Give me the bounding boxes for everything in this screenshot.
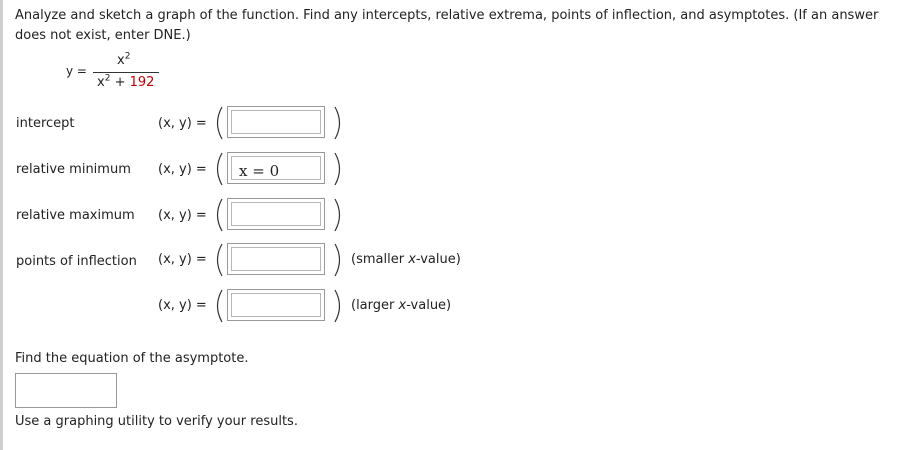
- intercept-xy-label: (x, y) =: [158, 116, 207, 131]
- question-line-2: does not exist, enter DNE.): [15, 28, 191, 43]
- question-line-1: Analyze and sketch a graph of the function. Find any intercepts, relative extrema, points of inflection, and asymptotes. (If an answer: [15, 8, 879, 23]
- equation-denominator: $x^2 + 192$: [97, 73, 155, 90]
- fraction-bar: [93, 72, 159, 73]
- relative-maximum-label: relative maximum: [16, 208, 135, 223]
- relative-minimum-value: x = 0: [239, 162, 280, 180]
- inflection-larger-answer-input[interactable]: [227, 289, 325, 321]
- equation-lhs: y =: [66, 64, 87, 78]
- close-paren: [333, 289, 345, 323]
- smaller-x-value-note: (smaller x-value): [351, 252, 461, 267]
- open-paren: [212, 152, 224, 186]
- relative-maximum-answer-input[interactable]: [227, 198, 325, 230]
- left-border: [0, 0, 3, 450]
- inflection-2-xy-label: (x, y) =: [158, 298, 207, 313]
- open-paren: [212, 106, 224, 140]
- question-text: [15, 6, 895, 46]
- points-of-inflection-label: points of inflection: [16, 254, 137, 269]
- open-paren: [212, 243, 224, 277]
- denominator-constant: 192: [129, 75, 155, 90]
- open-paren: [212, 289, 224, 323]
- larger-x-value-note: (larger x-value): [351, 298, 452, 313]
- close-paren: [333, 243, 345, 277]
- equation-numerator: $x^2$: [117, 51, 131, 68]
- relative-minimum-answer-input[interactable]: [227, 152, 325, 184]
- intercept-label: intercept: [16, 116, 75, 131]
- inflection-1-xy-label: (x, y) =: [158, 252, 207, 267]
- relative-minimum-label: relative minimum: [16, 162, 131, 177]
- asymptote-prompt: Find the equation of the asymptote.: [15, 351, 249, 366]
- close-paren: [333, 198, 345, 232]
- inflection-smaller-answer-input[interactable]: [227, 243, 325, 275]
- asymptote-answer-input[interactable]: [15, 373, 117, 408]
- close-paren: [333, 106, 345, 140]
- close-paren: [333, 152, 345, 186]
- open-paren: [212, 198, 224, 232]
- relative-maximum-xy-label: (x, y) =: [158, 208, 207, 223]
- intercept-answer-input[interactable]: [227, 106, 325, 138]
- relative-minimum-xy-label: (x, y) =: [158, 162, 207, 177]
- graphing-utility-note: Use a graphing utility to verify your results.: [15, 414, 298, 429]
